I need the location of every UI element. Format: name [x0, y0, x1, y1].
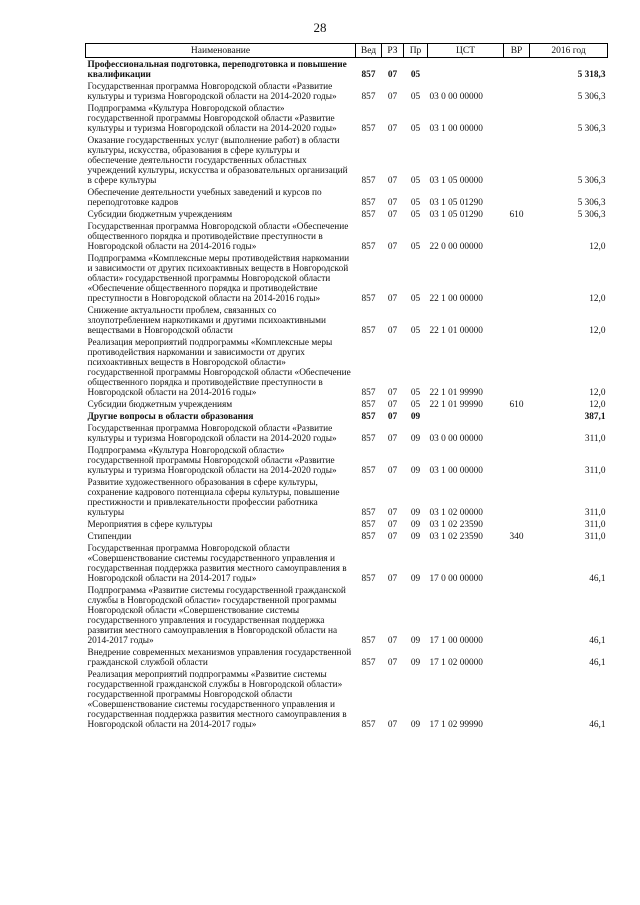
cell-vr: 340	[509, 532, 524, 542]
cell-rz: 07	[387, 412, 398, 422]
cell-pr: 05	[410, 124, 421, 134]
cell-pr: 09	[410, 434, 421, 444]
cell-sum: 46,1	[589, 658, 606, 668]
table-row	[86, 210, 608, 222]
cell-vr	[504, 104, 530, 136]
table-row	[86, 670, 608, 732]
cell-vr	[504, 478, 530, 520]
cell-vr	[504, 136, 530, 188]
cell-pr: 05	[410, 176, 421, 186]
cell-vr	[504, 412, 530, 424]
cell-vr	[504, 424, 530, 446]
cell-name: Реализация мероприятий подпрограммы «Развитие системы государственной гражданской службы в Новгородской области» государственной программы Новгородской области «Совершенствование системы государственного управления и государственная поддержка развития местного самоуправления в Новгородской области на 2014-2017 годы»	[87, 670, 347, 730]
cell-vr	[504, 544, 530, 586]
table-row	[86, 338, 608, 400]
cell-rz: 07	[387, 92, 398, 102]
cell-sum: 5 306,3	[577, 198, 606, 208]
cell-ved: 857	[361, 658, 376, 668]
table-row	[86, 104, 608, 136]
cell-pr: 05	[410, 70, 421, 80]
cell-cst: 03 0 00 00000	[429, 92, 483, 102]
cell-pr: 05	[410, 92, 421, 102]
cell-vr	[504, 520, 530, 532]
cell-sum: 12,0	[589, 400, 606, 410]
cell-sum: 5 306,3	[577, 124, 606, 134]
cell-rz: 07	[387, 508, 398, 518]
cell-name: Внедрение современных механизмов управления государственной гражданской службой области	[87, 648, 352, 668]
cell-vr: 610	[509, 210, 524, 220]
cell-sum: 311,0	[584, 532, 606, 542]
table-row	[86, 82, 608, 104]
cell-cst: 03 1 00 00000	[429, 466, 483, 476]
cell-ved: 857	[361, 70, 376, 80]
cell-rz: 07	[387, 326, 398, 336]
cell-vr	[504, 648, 530, 670]
cell-name: Субсидии бюджетным учреждениям	[87, 210, 233, 220]
cell-sum: 5 306,3	[577, 92, 606, 102]
cell-name: Государственная программа Новгородской области «Развитие культуры и туризма Новгородской области на 2014-2020 годы»	[87, 82, 337, 102]
cell-cst: 03 1 02 23590	[429, 520, 483, 530]
cell-ved: 857	[361, 242, 376, 252]
cell-sum: 5 306,3	[577, 210, 606, 220]
table-header-row	[86, 44, 608, 58]
table-row	[86, 446, 608, 478]
cell-cst: 22 1 01 00000	[429, 326, 483, 336]
cell-rz: 07	[387, 198, 398, 208]
cell-pr: 09	[410, 508, 421, 518]
cell-name: Стипендии	[87, 532, 132, 542]
cell-cst: 17 0 00 00000	[429, 574, 483, 584]
header-name: Наименование	[86, 44, 356, 58]
table-row	[86, 424, 608, 446]
cell-pr: 09	[410, 720, 421, 730]
cell-sum: 311,0	[584, 466, 606, 476]
cell-name: Мероприятия в сфере культуры	[87, 520, 213, 530]
cell-ved: 857	[361, 466, 376, 476]
cell-sum: 46,1	[589, 574, 606, 584]
cell-pr: 05	[410, 400, 421, 410]
cell-name: Развитие художественного образования в сфере культуры, сохранение кадрового потенциала сферы культуры, повышение престижности и привлекательности профессии работника культуры	[87, 478, 340, 518]
cell-sum: 46,1	[589, 720, 606, 730]
table-row	[86, 544, 608, 586]
table-row	[86, 586, 608, 648]
cell-sum: 5 318,3	[577, 70, 606, 80]
cell-name: Реализация мероприятий подпрограммы «Комплексные меры противодействия наркомании и зависимости от других психоактивных веществ в Новгородской области» государственной программы Новгородской области «Обеспечение общественного порядка и противодействие преступности в Новгородской области на 2014-2016 годы»	[87, 338, 351, 398]
cell-pr: 05	[410, 294, 421, 304]
cell-cst: 22 1 00 00000	[429, 294, 483, 304]
cell-ved: 857	[361, 636, 376, 646]
cell-name: Подпрограмма «Культура Новгородской области» государственной программы Новгородской области «Развитие культуры и туризма Новгородской области на 2014-2020 годы»	[87, 104, 337, 134]
cell-pr: 05	[410, 242, 421, 252]
header-cst: ЦСТ	[428, 44, 504, 58]
cell-sum: 5 306,3	[577, 176, 606, 186]
cell-sum: 311,0	[584, 508, 606, 518]
cell-cst: 22 1 01 99990	[429, 400, 483, 410]
cell-ved: 857	[361, 198, 376, 208]
cell-sum: 387,1	[584, 412, 606, 422]
cell-sum: 311,0	[584, 520, 606, 530]
cell-pr: 05	[410, 198, 421, 208]
cell-vr	[504, 188, 530, 210]
cell-pr: 09	[410, 412, 421, 422]
table-row	[86, 520, 608, 532]
cell-cst	[428, 412, 504, 424]
cell-cst: 03 1 00 00000	[429, 124, 483, 134]
cell-name: Государственная программа Новгородской области «Развитие культуры и туризма Новгородской области на 2014-2020 годы»	[87, 424, 337, 444]
cell-rz: 07	[387, 636, 398, 646]
cell-name: Другие вопросы в области образования	[87, 412, 254, 422]
cell-pr: 09	[410, 658, 421, 668]
cell-ved: 857	[361, 294, 376, 304]
budget-table	[85, 43, 608, 732]
cell-pr: 09	[410, 466, 421, 476]
cell-rz: 07	[387, 242, 398, 252]
header-ved: Вед	[356, 44, 382, 58]
cell-pr: 09	[410, 636, 421, 646]
cell-name: Государственная программа Новгородской области «Обеспечение общественного порядка и противодействие преступности в Новгородской области на 2014-2016 годы»	[87, 222, 349, 252]
cell-name: Обеспечение деятельности учебных заведений и курсов по переподготовке кадров	[87, 188, 322, 208]
cell-ved: 857	[361, 508, 376, 518]
cell-sum: 311,0	[584, 434, 606, 444]
cell-ved: 857	[361, 210, 376, 220]
cell-pr: 09	[410, 574, 421, 584]
cell-rz: 07	[387, 532, 398, 542]
table-row	[86, 254, 608, 306]
table-row	[86, 60, 608, 82]
cell-cst	[428, 60, 504, 82]
cell-cst: 17 1 02 99990	[429, 720, 483, 730]
cell-rz: 07	[387, 400, 398, 410]
table-row	[86, 478, 608, 520]
cell-ved: 857	[361, 434, 376, 444]
cell-vr	[504, 82, 530, 104]
cell-sum: 12,0	[589, 242, 606, 252]
cell-rz: 07	[387, 434, 398, 444]
cell-vr	[504, 60, 530, 82]
table-body	[86, 58, 608, 733]
cell-ved: 857	[361, 124, 376, 134]
cell-vr	[504, 338, 530, 400]
cell-vr	[504, 670, 530, 732]
cell-name: Субсидии бюджетным учреждениям	[87, 400, 233, 410]
cell-name: Подпрограмма «Развитие системы государственной гражданской службы в Новгородской области» государственной программы Новгородской области «Совершенствование системы государственного управления и государственная поддержка развития местного самоуправления в Новгородской области на 2014-2017 годы»	[87, 586, 346, 646]
cell-rz: 07	[387, 720, 398, 730]
cell-pr: 05	[410, 210, 421, 220]
cell-cst: 22 0 00 00000	[429, 242, 483, 252]
cell-ved: 857	[361, 720, 376, 730]
table-row	[86, 306, 608, 338]
cell-ved: 857	[361, 92, 376, 102]
cell-ved: 857	[361, 400, 376, 410]
table-row	[86, 222, 608, 254]
cell-cst: 03 0 00 00000	[429, 434, 483, 444]
cell-sum: 12,0	[589, 326, 606, 336]
cell-pr: 05	[410, 326, 421, 336]
cell-cst: 22 1 01 99990	[429, 388, 483, 398]
cell-pr: 05	[410, 388, 421, 398]
cell-vr	[504, 586, 530, 648]
cell-ved: 857	[361, 520, 376, 530]
cell-name: Подпрограмма «Комплексные меры противодействия наркомании и зависимости от других психоактивных веществ в Новгородской области» государственной программы Новгородской области «Обеспечение общественного порядка и противодействие преступности в Новгородской области на 2014-2016 годы»	[87, 254, 350, 304]
cell-name: Оказание государственных услуг (выполнение работ) в области культуры, искусства, образования в сфере культуры и обеспечение деятельности государственных областных учреждений культуры, искусства и образовательных организаций в сфере культуры	[87, 136, 348, 186]
cell-vr: 610	[509, 400, 524, 410]
cell-rz: 07	[387, 70, 398, 80]
table-row	[86, 400, 608, 412]
cell-cst: 03 1 02 00000	[429, 508, 483, 518]
table-row	[86, 412, 608, 424]
cell-ved: 857	[361, 176, 376, 186]
cell-name: Государственная программа Новгородской области «Совершенствование системы государственного управления и государственная поддержка развития местного самоуправления в Новгородской области на 2014-2017 годы»	[87, 544, 347, 584]
cell-rz: 07	[387, 388, 398, 398]
cell-ved: 857	[361, 574, 376, 584]
cell-rz: 07	[387, 466, 398, 476]
cell-rz: 07	[387, 574, 398, 584]
cell-cst: 03 1 05 00000	[429, 176, 483, 186]
cell-vr	[504, 306, 530, 338]
table-row	[86, 648, 608, 670]
header-pr: Пр	[404, 44, 428, 58]
cell-ved: 857	[361, 388, 376, 398]
cell-pr: 09	[410, 520, 421, 530]
cell-cst: 03 1 05 01290	[429, 210, 483, 220]
cell-rz: 07	[387, 176, 398, 186]
cell-ved: 857	[361, 412, 376, 422]
cell-ved: 857	[361, 532, 376, 542]
table-row	[86, 532, 608, 544]
cell-vr	[504, 254, 530, 306]
cell-pr: 09	[410, 532, 421, 542]
cell-rz: 07	[387, 210, 398, 220]
cell-cst: 17 1 00 00000	[429, 636, 483, 646]
cell-name: Снижение актуальности проблем, связанных со злоупотреблением наркотиками и другими психоактивными веществами в Новгородской области	[87, 306, 327, 336]
cell-rz: 07	[387, 124, 398, 134]
cell-name: Подпрограмма «Культура Новгородской области» государственной программы Новгородской области «Развитие культуры и туризма Новгородской области на 2014-2020 годы»	[87, 446, 337, 476]
cell-ved: 857	[361, 326, 376, 336]
cell-vr	[504, 222, 530, 254]
cell-name: Профессиональная подготовка, переподготовка и повышение квалификации	[87, 60, 347, 80]
cell-rz: 07	[387, 520, 398, 530]
cell-vr	[504, 446, 530, 478]
header-rz: РЗ	[382, 44, 404, 58]
cell-rz: 07	[387, 658, 398, 668]
cell-sum: 46,1	[589, 636, 606, 646]
cell-cst: 17 1 02 00000	[429, 658, 483, 668]
cell-cst: 03 1 02 23590	[429, 532, 483, 542]
page-number: 28	[313, 20, 327, 35]
header-vr: ВР	[504, 44, 530, 58]
table-row	[86, 136, 608, 188]
table-row	[86, 188, 608, 210]
cell-sum: 12,0	[589, 294, 606, 304]
cell-cst: 03 1 05 01290	[429, 198, 483, 208]
cell-rz: 07	[387, 294, 398, 304]
header-year: 2016 год	[530, 44, 608, 58]
cell-sum: 12,0	[589, 388, 606, 398]
